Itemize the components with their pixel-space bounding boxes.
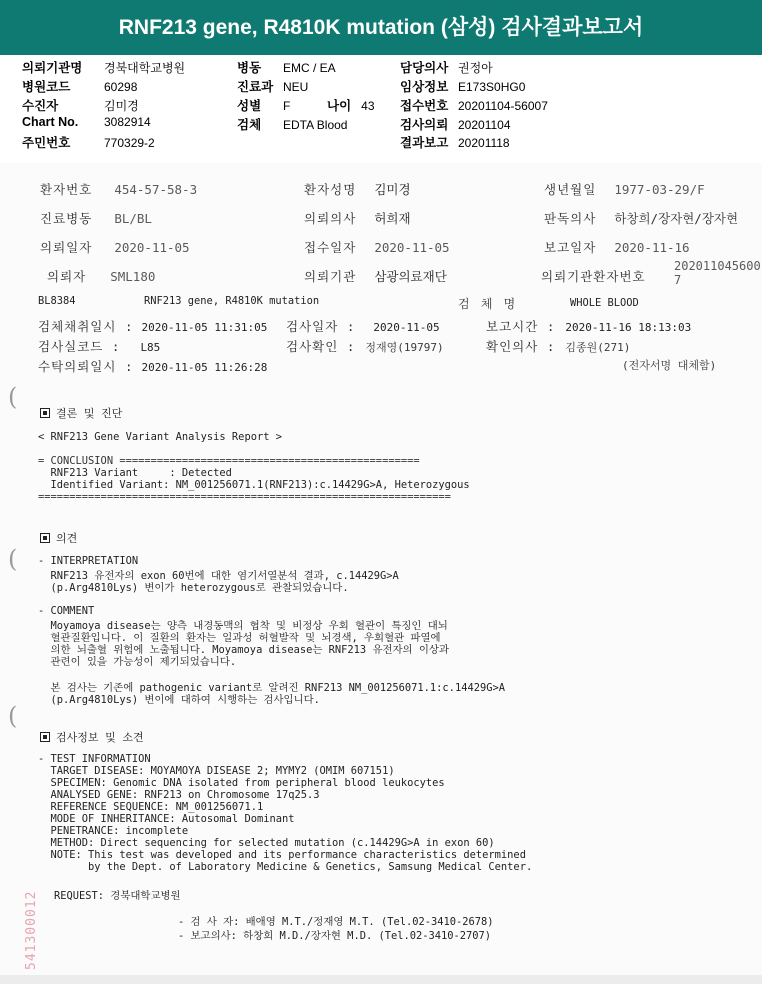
scanned-report	[0, 163, 762, 975]
conclusion-line: RNF213 Variant : Detected	[38, 467, 232, 479]
header-field: 의뢰기관명 경북대학교병원	[22, 61, 186, 75]
report-title: RNF213 gene, R4810K mutation (삼성) 검사결과보고서	[0, 0, 762, 55]
header-field: 성별 F	[237, 99, 291, 113]
collection-time: 검체채취일시 : 2020-11-05 11:31:05	[38, 319, 268, 334]
section-test-info-title: 검사정보 및 소견	[40, 729, 144, 745]
report-time: 보고시간 : 2020-11-16 18:13:03	[486, 319, 692, 334]
institution-patient-number: 의뢰기관환자번호	[541, 269, 646, 284]
test-info-line: - TEST INFORMATION	[38, 753, 151, 765]
specimen-code: BL8384	[38, 295, 76, 307]
requester: 의뢰자 SML180	[47, 269, 156, 284]
punch-hole-mark: (	[8, 702, 18, 730]
report-subtitle: < RNF213 Gene Variant Analysis Report >	[38, 431, 282, 443]
receipt-date: 접수일자 2020-11-05	[304, 240, 450, 255]
section-marker-icon	[40, 408, 50, 418]
punch-hole-mark: (	[8, 383, 18, 411]
vertical-serial-number: 541300012	[24, 890, 39, 970]
header-field: 접수번호 20201104-56007	[400, 99, 548, 113]
request-line: REQUEST: 경북대학교병원	[54, 890, 181, 902]
test-name: RNF213 gene, R4810K mutation	[144, 295, 320, 307]
test-info-line: NOTE: This test was developed and its performance characteristics determined	[38, 849, 526, 861]
requesting-institution: 의뢰기관 삼광의료재단	[304, 269, 447, 284]
conclusion-line: Identified Variant: NM_001256071.1(RNF213):c.14429G>A, Heterozygous	[38, 479, 470, 491]
section-conclusion-title: 결론 및 진단	[40, 405, 122, 421]
section-marker-icon	[40, 533, 50, 543]
comment-line: 관련이 있을 가능성이 제기되었습니다.	[38, 656, 237, 668]
e-signature-note: (전자서명 대체함)	[622, 359, 717, 372]
header-field: 진료과 NEU	[237, 80, 309, 94]
header-field: 결과보고 20201118	[400, 136, 510, 150]
specimen-name: WHOLE BLOOD	[570, 297, 639, 309]
header-field-age: 나이 43	[327, 99, 375, 113]
signer-line: - 검 사 자: 배애영 M.T./정재영 M.T. (Tel.02-3410-2678)	[178, 916, 494, 928]
interpretation-line: RNF213 유전자의 exon 60번에 대한 염기서열분석 결과, c.14429G>A	[38, 570, 399, 582]
comment-line: 의한 뇌출혈 위험에 노출됩니다. Moyamoya disease는 RNF213 유전자의 이상과	[38, 644, 449, 656]
comment-line: Moyamoya disease는 양측 내경동맥의 협착 및 비정상 우회 혈관이 특징인 대뇌	[38, 620, 448, 632]
institution-patient-number-value: 202011045600	[674, 259, 761, 273]
header-field: 담당의사 권정아	[400, 61, 493, 75]
lab-code: 검사실코드 : L85	[38, 339, 161, 354]
confirming-doctor: 확인의사 : 김종원(271)	[486, 339, 631, 354]
test-info-line: PENETRANCE: incomplete	[38, 825, 189, 837]
test-info-line: SPECIMEN: Genomic DNA isolated from peripheral blood leukocytes	[38, 777, 445, 789]
ward: 진료병동 BL/BL	[40, 211, 152, 226]
test-info-line: METHOD: Direct sequencing for selected mutation (c.14429G>A in exon 60)	[38, 837, 495, 849]
signer-line: - 보고의사: 하창희 M.D./장자현 M.D. (Tel.02-3410-2707)	[178, 930, 492, 942]
report-date: 보고일자 2020-11-16	[544, 240, 690, 255]
ordering-doctor: 의뢰의사 허희재	[304, 211, 411, 226]
test-info-line: ANALYSED GENE: RNF213 on Chromosome 17q25.3	[38, 789, 320, 801]
reading-doctor: 판독의사 하창희/장자현/장자현	[544, 211, 739, 226]
interpretation-line: - INTERPRETATION	[38, 555, 139, 567]
specimen-label: 검 체 명	[458, 297, 518, 311]
header-field: 수진자 김미경	[22, 99, 139, 113]
header-field: 검체 EDTA Blood	[237, 118, 348, 132]
test-info-line: TARGET DISEASE: MOYAMOYA DISEASE 2; MYMY2 (OMIM 607151)	[38, 765, 395, 777]
header-field: 임상정보 E173S0HG0	[400, 80, 526, 94]
comment-line: 본 검사는 기존에 pathogenic variant로 알려진 RNF213 NM_001256071.1:c.14429G>A	[38, 682, 505, 694]
consignment-time: 수탁의뢰일시 : 2020-11-05 11:26:28	[38, 359, 268, 374]
patient-number: 환자번호 454-57-58-3	[40, 182, 198, 197]
test-info-line: MODE OF INHERITANCE: Autosomal Dominant	[38, 813, 295, 825]
interpretation-line: (p.Arg4810Lys) 변이가 heterozygous로 관찰되었습니다.	[38, 582, 349, 594]
request-date: 의뢰일자 2020-11-05	[40, 240, 190, 255]
patient-name: 환자성명 김미경	[304, 182, 411, 197]
report-header	[0, 55, 762, 153]
test-confirm: 검사확인 : 정재영(19797)	[286, 339, 444, 354]
section-opinion-title: 의견	[40, 530, 77, 546]
comment-line: - COMMENT	[38, 605, 95, 617]
header-field: 주민번호 770329-2	[22, 136, 155, 150]
header-field: 병원코드 60298	[22, 80, 138, 94]
header-field: 검사의뢰 20201104	[400, 118, 511, 132]
header-field: Chart No. 3082914	[22, 115, 151, 129]
comment-line: 혈관질환입니다. 이 질환의 환자는 일과성 허혈발작 및 뇌경색, 우회혈관 파열에	[38, 632, 441, 644]
institution-patient-number-value2: 7	[674, 273, 682, 287]
test-info-line: REFERENCE SEQUENCE: NM_001256071.1	[38, 801, 264, 813]
comment-line: (p.Arg4810Lys) 변이에 대하여 시행하는 검사입니다.	[38, 694, 320, 706]
conclusion-line: = CONCLUSION ================================================	[38, 455, 420, 467]
test-info-line: by the Dept. of Laboratory Medicine & Genetics, Samsung Medical Center.	[38, 861, 533, 873]
header-field: 병동 EMC / EA	[237, 61, 336, 75]
test-date: 검사일자 : 2020-11-05	[286, 319, 440, 334]
birth-date: 생년월일 1977-03-29/F	[544, 182, 705, 197]
punch-hole-mark: (	[8, 545, 18, 573]
bottom-margin	[0, 975, 762, 984]
conclusion-divider: ==================================================================	[38, 491, 451, 503]
section-marker-icon	[40, 732, 50, 742]
